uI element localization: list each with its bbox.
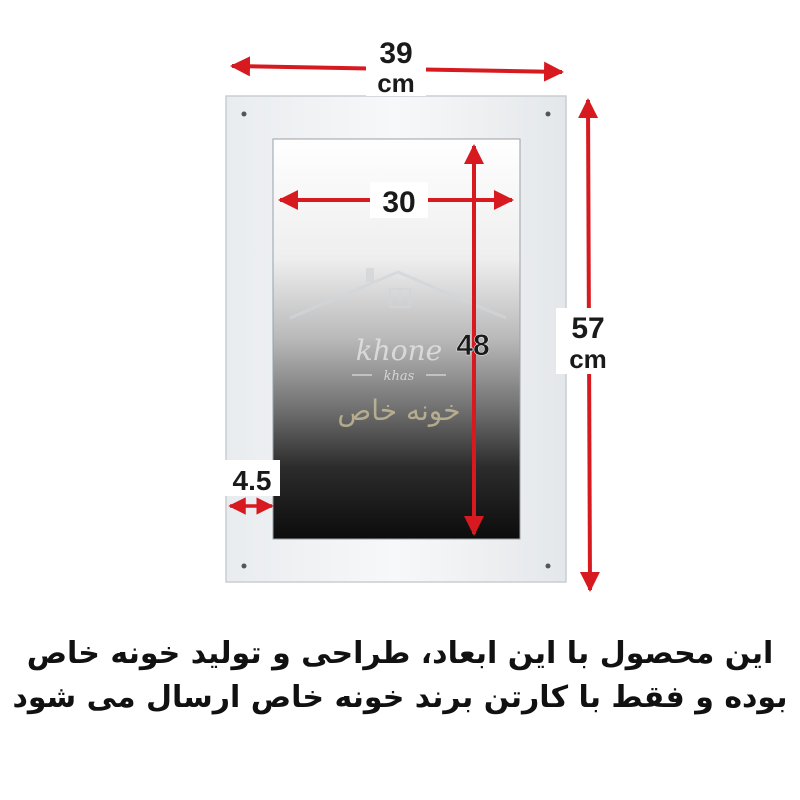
watermark-brand-fa: خونه خاص bbox=[337, 394, 461, 427]
outer-width-value: 39 bbox=[379, 37, 413, 70]
screw-hole-bottom-left bbox=[242, 564, 247, 569]
caption-line-1: این محصول با این ابعاد، طراحی و تولید خونه خاص bbox=[26, 636, 774, 671]
outer-width-unit: cm bbox=[377, 68, 415, 98]
frame-border-value: 4.5 bbox=[232, 465, 272, 496]
screw-hole-top-right bbox=[546, 112, 551, 117]
watermark-brand-en: khone bbox=[355, 334, 443, 367]
outer-height-unit: cm bbox=[569, 344, 607, 374]
outer-width-dimension bbox=[232, 34, 562, 98]
caption-line-2: بوده و فقط با کارتن برند خونه خاص ارسال می شود bbox=[12, 680, 788, 715]
screw-hole-top-left bbox=[242, 112, 247, 117]
watermark-brand-en-sub: khas bbox=[383, 369, 415, 384]
inner-width-value: 30 bbox=[382, 186, 416, 219]
product-caption bbox=[0, 632, 800, 720]
screw-hole-bottom-right bbox=[546, 564, 551, 569]
inner-height-value: 48 bbox=[456, 329, 490, 362]
outer-height-value: 57 bbox=[571, 312, 605, 345]
